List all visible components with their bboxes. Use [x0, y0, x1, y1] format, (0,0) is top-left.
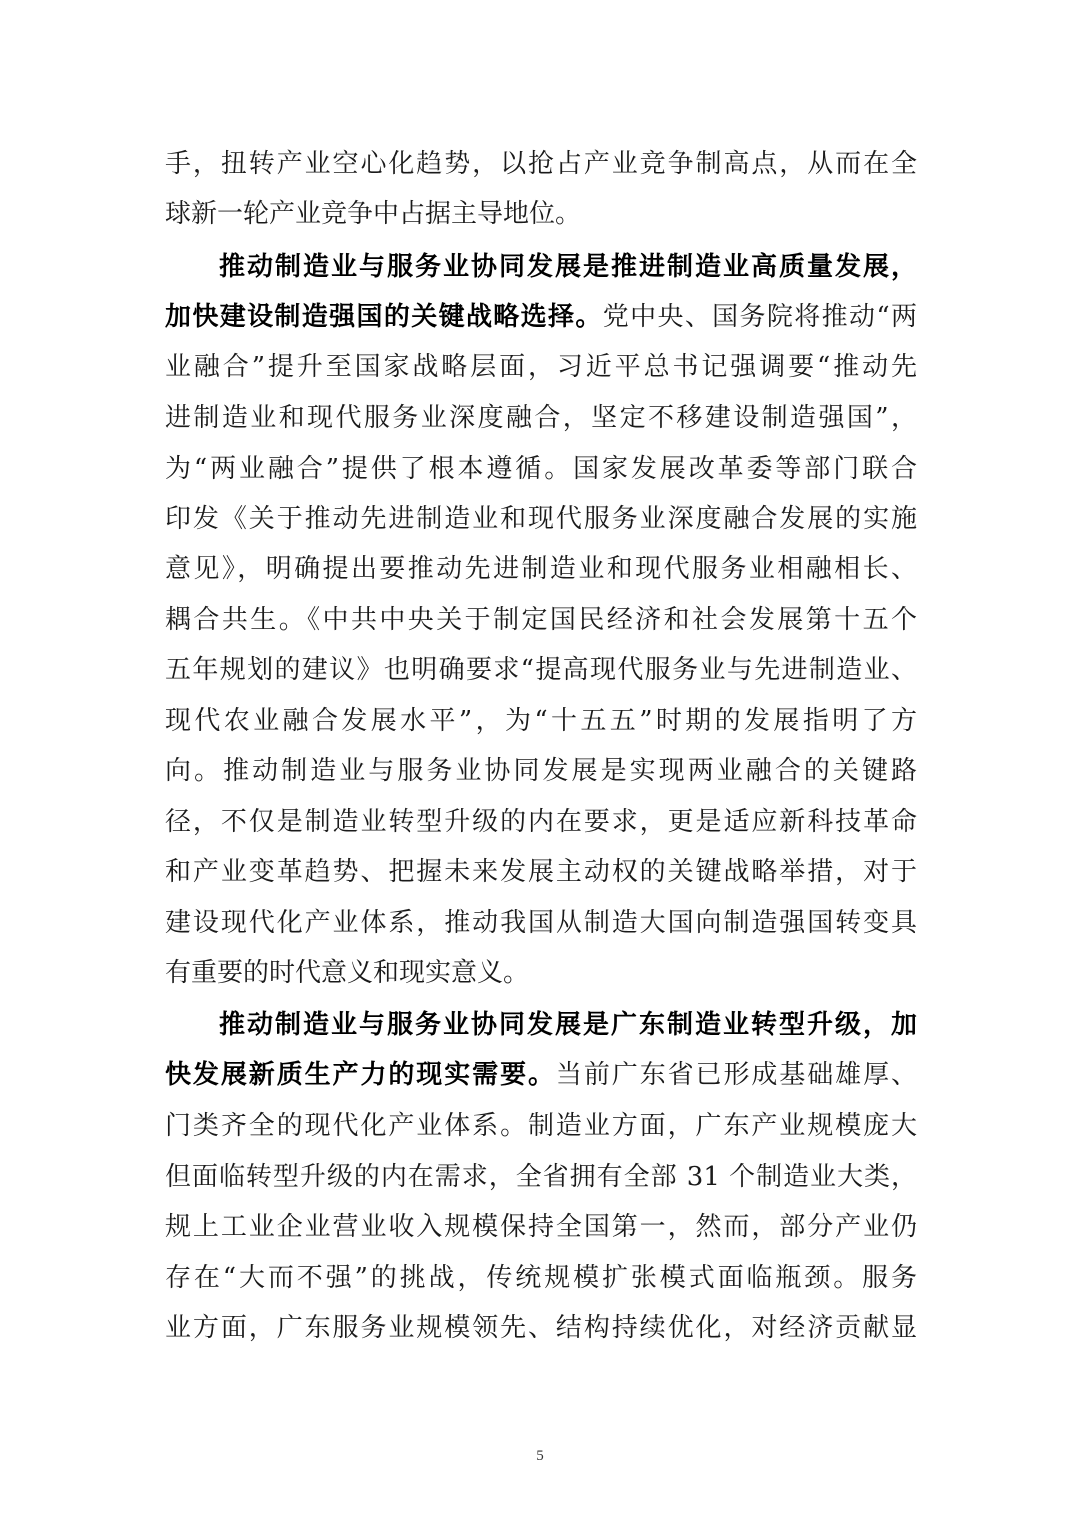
- text-line: 耦合共生。《中共中央关于制定国民经济和社会发展第十五个: [165, 605, 917, 635]
- text-line: 但面临转型升级的内在需求，全省拥有全部 31 个制造业大类，: [165, 1162, 917, 1192]
- text-span: 当前广东省已形成基础雄厚、: [555, 1060, 917, 1090]
- bold-heading-text: 加快建设制造强国的关键战略选择。: [165, 302, 603, 332]
- text-line: 业方面，广东服务业规模领先、结构持续优化，对经济贡献显: [165, 1313, 917, 1343]
- bold-heading-line: 推动制造业与服务业协同发展是推进制造业高质量发展，: [219, 252, 917, 282]
- text-line: 建设现代化产业体系，推动我国从制造大国向制造强国转变具: [165, 908, 917, 938]
- text-line: 意见》，明确提出要推动先进制造业和现代服务业相融相长、: [165, 554, 917, 584]
- text-line: 进制造业和现代服务业深度融合，坚定不移建设制造强国”，: [165, 403, 917, 433]
- page-number: 5: [536, 1448, 544, 1464]
- text-line: 向。推动制造业与服务业协同发展是实现两业融合的关键路: [165, 756, 917, 786]
- text-line: 径，不仅是制造业转型升级的内在要求，更是适应新科技革命: [165, 807, 917, 837]
- text-span: 党中央、国务院将推动“两: [602, 302, 917, 332]
- text-line: 有重要的时代意义和现实意义。: [165, 958, 530, 988]
- text-line: 为“两业融合”提供了根本遵循。国家发展改革委等部门联合: [165, 454, 917, 484]
- bold-heading-line: 推动制造业与服务业协同发展是广东制造业转型升级，加: [219, 1010, 917, 1040]
- text-line: 规上工业企业营业收入规模保持全国第一，然而，部分产业仍: [165, 1212, 917, 1242]
- text-line: [165, 1056, 917, 1094]
- text-line: [165, 298, 917, 336]
- text-line: 业融合”提升至国家战略层面，习近平总书记强调要“推动先: [165, 352, 917, 382]
- text-line: 和产业变革趋势、把握未来发展主动权的关键战略举措，对于: [165, 857, 917, 887]
- text-line: 现代农业融合发展水平”，为“十五五”时期的发展指明了方: [165, 706, 917, 736]
- bold-heading-text: 快发展新质生产力的现实需要。: [165, 1060, 556, 1090]
- text-line: 五年规划的建议》也明确要求“提高现代服务业与先进制造业、: [165, 655, 917, 685]
- text-line: 存在“大而不强”的挑战，传统规模扩张模式面临瓶颈。服务: [165, 1263, 917, 1293]
- text-line: 印发《关于推动先进制造业和现代服务业深度融合发展的实施: [165, 504, 917, 534]
- text-line: 球新一轮产业竞争中占据主导地位。: [165, 199, 582, 229]
- text-line: 手，扭转产业空心化趋势，以抢占产业竞争制高点，从而在全: [165, 149, 917, 179]
- text-line: 门类齐全的现代化产业体系。制造业方面，广东产业规模庞大: [165, 1111, 917, 1141]
